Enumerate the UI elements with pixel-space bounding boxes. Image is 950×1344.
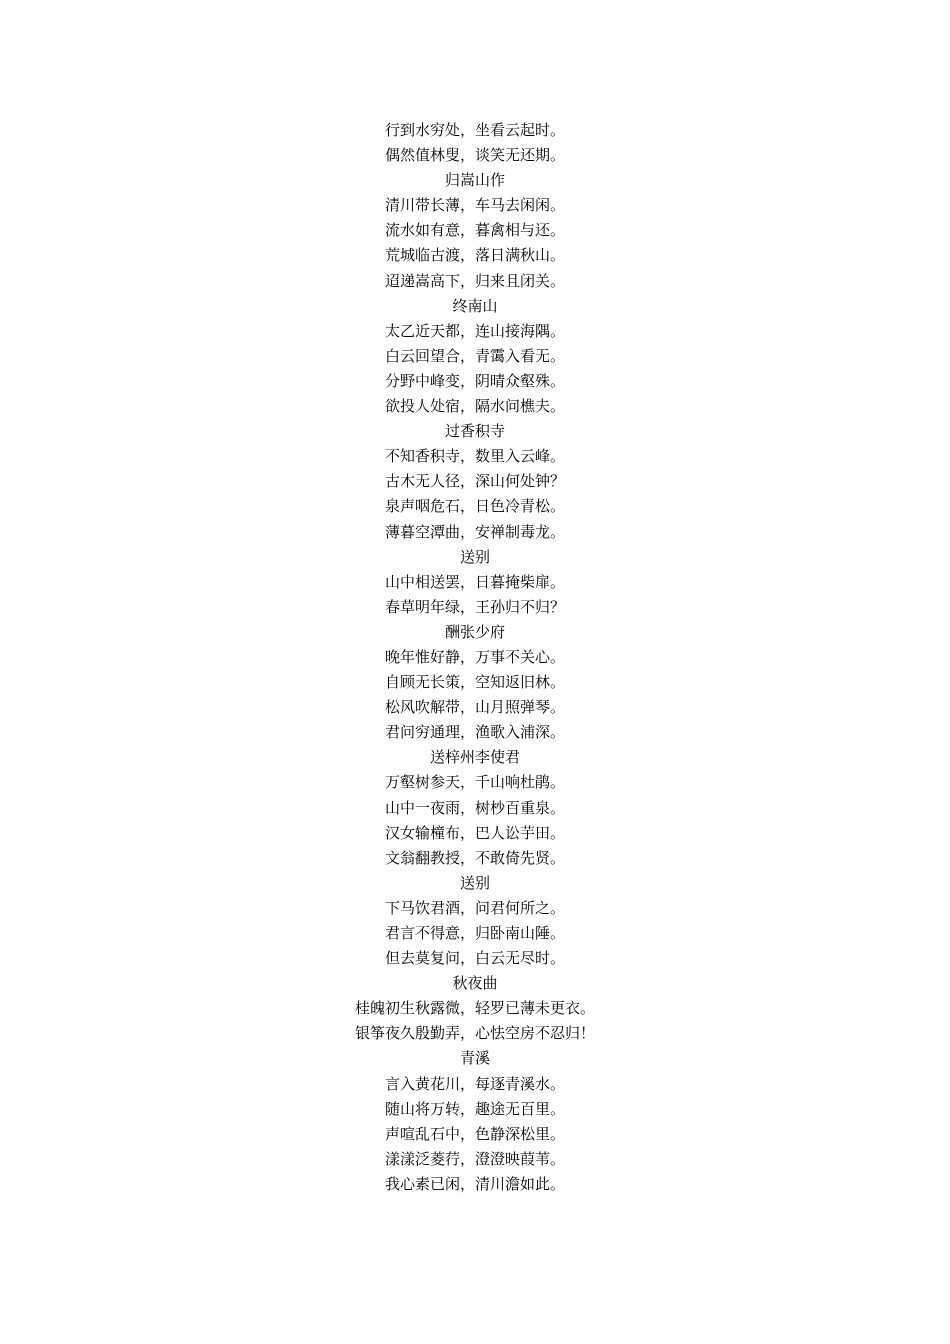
verse-line: 太乙近天都，连山接海隅。 (384, 321, 565, 340)
verse-line: 不知香积寺，数里入云峰。 (384, 447, 565, 466)
verse-line: 山中相送罢，日暮掩柴扉。 (384, 572, 565, 591)
verse-line: 薄暮空潭曲，安禅制毒龙。 (384, 522, 565, 541)
verse-line: 言入黄花川，每逐青溪水。 (384, 1074, 565, 1093)
poem-title: 送别 (459, 547, 490, 566)
verse-line: 桂魄初生秋露微，轻罗已薄未更衣。 (354, 999, 595, 1018)
poem-title: 送别 (459, 873, 490, 892)
verse-line: 万壑树参天，千山响杜鹃。 (384, 773, 565, 792)
verse-line: 分野中峰变，阴晴众壑殊。 (384, 371, 565, 390)
verse-line: 君言不得意，归卧南山陲。 (384, 924, 565, 942)
verse-line: 下马饮君酒，问君何所之。 (384, 898, 565, 917)
verse-line: 汉女输橦布，巴人讼芋田。 (384, 823, 565, 842)
verse-line: 漾漾泛菱荇，澄澄映葭苇。 (384, 1149, 565, 1168)
poem-title: 归嵩山作 (444, 171, 505, 190)
poem-title: 送梓州李使君 (429, 748, 520, 767)
verse-line: 白云回望合，青霭入看无。 (384, 346, 565, 365)
verse-line: 君问穷通理，渔歌入浦深。 (384, 723, 565, 742)
verse-line: 偶然值林叟，谈笑无还期。 (384, 146, 565, 165)
verse-line: 声喧乱石中，色静深松里。 (384, 1124, 565, 1143)
verse-line: 我心素已闲，清川澹如此。 (384, 1174, 565, 1193)
poem-title: 过香积寺 (444, 422, 505, 441)
verse-line: 泉声咽危石，日色冷青松。 (384, 497, 565, 516)
verse-line: 松风吹解带，山月照弹琴。 (384, 698, 565, 717)
verse-line: 迢递嵩高下，归来且闭关。 (384, 271, 565, 290)
poem-title: 酬张少府 (444, 622, 505, 641)
verse-line: 银筝夜久殷勤弄，心怯空房不忍归！ (354, 1024, 595, 1043)
poem-text-block (0, 118, 950, 1197)
poem-title: 终南山 (452, 296, 498, 315)
verse-line: 随山将万转，趣途无百里。 (384, 1099, 565, 1118)
verse-line: 晚年惟好静，万事不关心。 (384, 647, 565, 666)
verse-line: 欲投人处宿，隔水问樵夫。 (384, 397, 565, 416)
verse-line: 荒城临古渡，落日满秋山。 (384, 246, 565, 265)
verse-line: 文翁翻教授，不敢倚先贤。 (384, 848, 565, 867)
poem-title: 秋夜曲 (452, 974, 498, 993)
verse-line: 流水如有意，暮禽相与还。 (384, 221, 565, 240)
poem-title: 青溪 (459, 1049, 490, 1068)
verse-line: 自顾无长策，空知返旧林。 (384, 673, 565, 692)
verse-line: 但去莫复问，白云无尽时。 (384, 949, 565, 968)
verse-line: 古木无人径，深山何处钟？ (384, 472, 565, 491)
verse-line: 春草明年绿，王孙归不归？ (384, 597, 565, 616)
verse-line: 行到水穷处，坐看云起时。 (384, 121, 565, 139)
verse-line: 清川带长薄，车马去闲闲。 (384, 196, 565, 215)
verse-line: 山中一夜雨，树杪百重泉。 (384, 798, 565, 817)
